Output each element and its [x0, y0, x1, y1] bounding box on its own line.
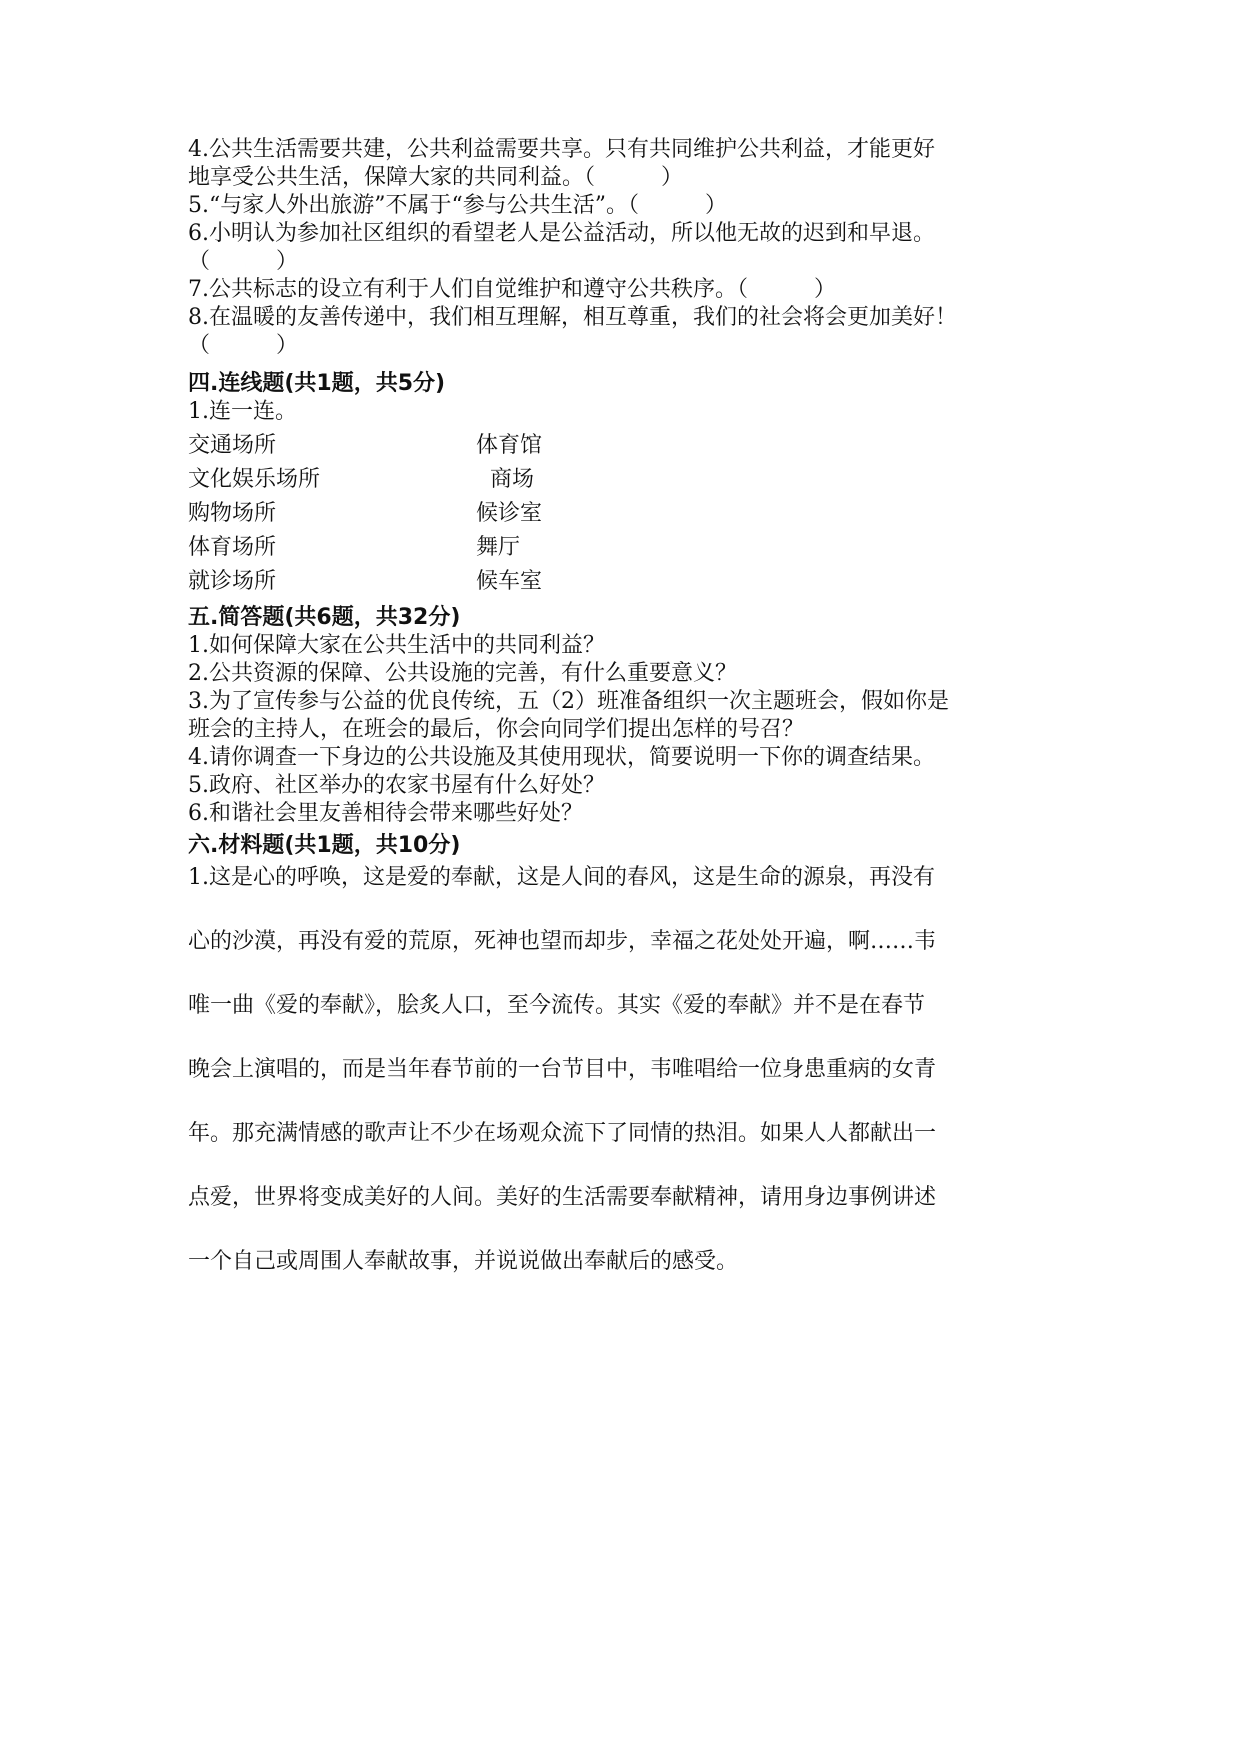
matching-right-item: 舞厅	[476, 535, 521, 560]
material-heading: 六.材料题(共1题，共10分)	[188, 833, 461, 858]
short-answer-question-4: 4.请你调查一下身边的公共设施及其使用现状，简要说明一下你的调查结果。	[188, 745, 935, 770]
matching-right-item: 候诊室	[476, 501, 543, 526]
matching-left-item: 交通场所	[188, 433, 277, 458]
matching-left-item: 文化娱乐场所	[188, 467, 321, 492]
matching-right-item: 体育馆	[476, 433, 543, 458]
short-answer-question-5: 5.政府、社区举办的农家书屋有什么好处？	[188, 773, 605, 798]
tf-question-8-line-1: 8.在温暖的友善传递中，我们相互理解，相互尊重，我们的社会将会更加美好！	[188, 305, 957, 330]
tf-question-8-line-2: （ ）	[188, 333, 299, 358]
tf-question-6-line-2: （ ）	[188, 249, 299, 274]
short-answer-question-3-line-2: 班会的主持人，在班会的最后，你会向同学们提出怎样的号召？	[188, 717, 805, 742]
tf-question-6-line-1: 6.小明认为参加社区组织的看望老人是公益活动，所以他无故的迟到和早退。	[188, 221, 935, 246]
tf-question-7: 7.公共标志的设立有利于人们自觉维护和遵守公共秩序。（ ）	[188, 277, 836, 302]
material-paragraph-line: 一个自己或周围人奉献故事，并说说做出奉献后的感受。	[188, 1249, 739, 1274]
short-answer-heading: 五.简答题(共6题，共32分)	[188, 605, 461, 630]
tf-question-5: 5.“与家人外出旅游”不属于“参与公共生活”。（ ）	[188, 193, 727, 218]
matching-left-item: 就诊场所	[188, 569, 277, 594]
material-paragraph-line: 点爱，世界将变成美好的人间。美好的生活需要奉献精神，请用身边事例讲述	[188, 1185, 937, 1210]
matching-question: 1.连一连。	[188, 399, 297, 424]
matching-left-item: 购物场所	[188, 501, 277, 526]
short-answer-question-6: 6.和谐社会里友善相待会带来哪些好处？	[188, 801, 583, 826]
material-paragraph-line: 1.这是心的呼唤，这是爱的奉献，这是人间的春风，这是生命的源泉，再没有	[188, 865, 935, 890]
matching-right-item: 商场	[490, 467, 535, 492]
material-paragraph-line: 晚会上演唱的，而是当年春节前的一台节目中，韦唯唱给一位身患重病的女青	[188, 1057, 937, 1082]
tf-question-4-line-1: 4.公共生活需要共建，公共利益需要共享。只有共同维护公共利益，才能更好	[188, 137, 935, 162]
matching-heading: 四.连线题(共1题，共5分)	[188, 371, 446, 396]
matching-right-item: 候车室	[476, 569, 543, 594]
material-paragraph-line: 年。那充满情感的歌声让不少在场观众流下了同情的热泪。如果人人都献出一	[188, 1121, 937, 1146]
short-answer-question-2: 2.公共资源的保障、公共设施的完善，有什么重要意义？	[188, 661, 737, 686]
short-answer-question-3-line-1: 3.为了宣传参与公益的优良传统，五（2）班准备组织一次主题班会，假如你是	[188, 689, 949, 714]
matching-left-item: 体育场所	[188, 535, 277, 560]
material-paragraph-line: 唯一曲《爱的奉献》，脍炙人口，至今流传。其实《爱的奉献》并不是在春节	[188, 993, 926, 1018]
material-paragraph-line: 心的沙漠，再没有爱的荒原，死神也望而却步，幸福之花处处开遍，啊……韦	[188, 929, 937, 954]
short-answer-question-1: 1.如何保障大家在公共生活中的共同利益？	[188, 633, 605, 658]
tf-question-4-line-2: 地享受公共生活，保障大家的共同利益。（ ）	[188, 165, 684, 190]
